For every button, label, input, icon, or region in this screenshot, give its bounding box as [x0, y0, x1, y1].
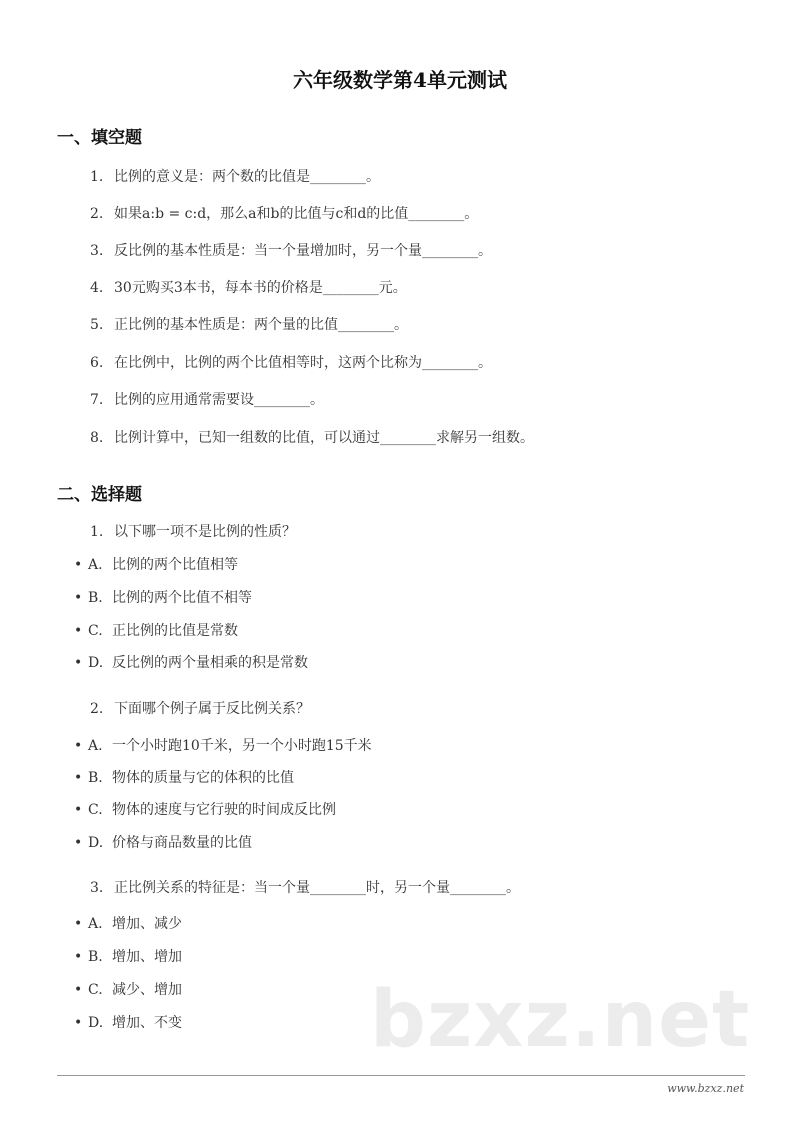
question-text: 正比例关系的特征是：当一个量________时，另一个量________。 — [114, 880, 520, 896]
option-text: 减少、增加 — [112, 982, 182, 998]
choice-question — [90, 877, 520, 897]
choice-option — [74, 799, 336, 819]
choice-option — [74, 587, 252, 607]
bullet-icon: • — [74, 835, 83, 851]
option-text: 物体的质量与它的体积的比值 — [112, 770, 294, 786]
question-number: 1. — [90, 169, 104, 185]
choice-option — [74, 652, 308, 672]
option-letter: C. — [88, 623, 103, 639]
option-text: 增加、减少 — [112, 916, 182, 932]
footer-url: www.bzxz.net — [667, 1082, 744, 1095]
option-letter: A. — [88, 738, 103, 754]
question-number: 1. — [90, 524, 104, 540]
option-letter: B. — [88, 770, 103, 786]
question-number: 5. — [90, 317, 104, 333]
bullet-icon: • — [74, 949, 83, 965]
footer-divider — [57, 1075, 745, 1076]
section-heading-fill-in: 一、填空题 — [57, 128, 142, 148]
option-letter: A. — [88, 916, 103, 932]
option-letter: A. — [88, 557, 103, 573]
question-number: 2. — [90, 206, 104, 222]
option-letter: C. — [88, 982, 103, 998]
question-number: 3. — [90, 880, 104, 896]
choice-option — [74, 979, 182, 999]
question-text: 下面哪个例子属于反比例关系？ — [114, 701, 310, 717]
question-number: 8. — [90, 430, 104, 446]
choice-option — [74, 554, 238, 574]
option-letter: C. — [88, 802, 103, 818]
question-number: 7. — [90, 392, 104, 408]
choice-question — [90, 698, 310, 718]
option-text: 物体的速度与它行驶的时间成反比例 — [112, 802, 336, 818]
choice-option — [74, 767, 294, 787]
bullet-icon: • — [74, 802, 83, 818]
page-title: 六年级数学第4单元测试 — [293, 68, 507, 92]
choice-option — [74, 1012, 182, 1032]
question-item — [90, 203, 478, 223]
bullet-icon: • — [74, 590, 83, 606]
watermark: bzxz.net — [370, 975, 751, 1065]
choice-option — [74, 620, 238, 640]
bullet-icon: • — [74, 655, 83, 671]
question-item — [90, 352, 492, 372]
bullet-icon: • — [74, 916, 83, 932]
question-text: 以下哪一项不是比例的性质？ — [114, 524, 296, 540]
question-number: 3. — [90, 243, 104, 259]
question-text: 比例的应用通常需要设________。 — [114, 392, 324, 408]
bullet-icon: • — [74, 982, 83, 998]
question-item — [90, 166, 380, 186]
question-text: 比例的意义是：两个数的比值是________。 — [114, 169, 380, 185]
question-number: 2. — [90, 701, 104, 717]
option-text: 一个小时跑10千米，另一个小时跑15千米 — [112, 738, 372, 754]
question-number: 4. — [90, 280, 104, 296]
option-letter: D. — [88, 835, 104, 851]
option-text: 正比例的比值是常数 — [112, 623, 238, 639]
question-item — [90, 314, 408, 334]
option-letter: D. — [88, 655, 104, 671]
bullet-icon: • — [74, 1015, 83, 1031]
choice-option — [74, 913, 182, 933]
question-item — [90, 427, 534, 447]
option-text: 增加、不变 — [112, 1015, 182, 1031]
question-text: 30元购买3本书，每本书的价格是________元。 — [114, 280, 407, 296]
choice-option — [74, 946, 182, 966]
question-item — [90, 240, 492, 260]
option-text: 反比例的两个量相乘的积是常数 — [112, 655, 308, 671]
question-text: 正比例的基本性质是：两个量的比值________。 — [114, 317, 408, 333]
question-item — [90, 277, 407, 297]
choice-option — [74, 735, 372, 755]
option-letter: B. — [88, 949, 103, 965]
bullet-icon: • — [74, 557, 83, 573]
option-letter: D. — [88, 1015, 104, 1031]
option-letter: B. — [88, 590, 103, 606]
question-item — [90, 389, 324, 409]
choice-option — [74, 832, 252, 852]
choice-question — [90, 521, 296, 541]
question-text: 在比例中，比例的两个比值相等时，这两个比称为________。 — [114, 355, 492, 371]
section-heading-choice: 二、选择题 — [57, 485, 142, 505]
option-text: 增加、增加 — [112, 949, 182, 965]
option-text: 比例的两个比值相等 — [112, 557, 238, 573]
option-text: 比例的两个比值不相等 — [112, 590, 252, 606]
question-text: 如果a:b = c:d，那么a和b的比值与c和d的比值________。 — [114, 206, 479, 222]
question-text: 反比例的基本性质是：当一个量增加时，另一个量________。 — [114, 243, 492, 259]
option-text: 价格与商品数量的比值 — [112, 835, 252, 851]
question-number: 6. — [90, 355, 104, 371]
bullet-icon: • — [74, 738, 83, 754]
question-text: 比例计算中，已知一组数的比值，可以通过________求解另一组数。 — [114, 430, 534, 446]
bullet-icon: • — [74, 770, 83, 786]
bullet-icon: • — [74, 623, 83, 639]
